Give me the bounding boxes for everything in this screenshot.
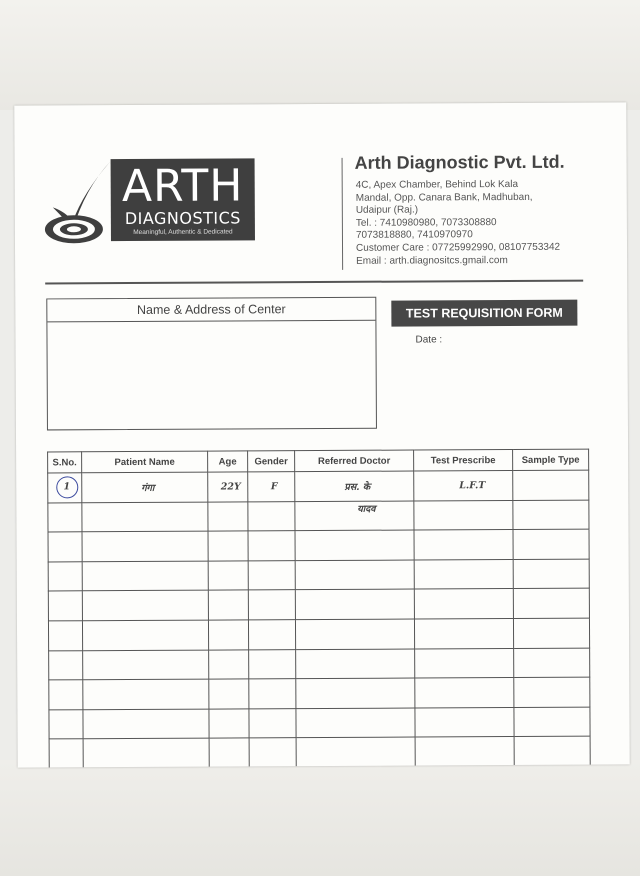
column-header: Gender bbox=[248, 451, 295, 472]
logo-wordmark: ARTH bbox=[121, 160, 244, 213]
table-cell bbox=[249, 738, 296, 768]
doctor-name-line1: प्रस. के bbox=[344, 481, 371, 493]
logo-tagline: Meaningful, Authentic & Dedicated bbox=[133, 228, 233, 236]
date-label: Date : bbox=[415, 334, 443, 346]
sample-type-cell bbox=[513, 470, 589, 500]
table-cell bbox=[296, 678, 415, 708]
customer-care-line: Customer Care : 07725992990, 08107753342 bbox=[355, 241, 561, 254]
center-address-box bbox=[46, 297, 377, 431]
table-cell bbox=[295, 589, 414, 619]
table-cell bbox=[295, 530, 414, 560]
column-header: Sample Type bbox=[513, 449, 589, 470]
center-box-title: Name & Address of Center bbox=[47, 298, 375, 323]
table-cell bbox=[83, 650, 209, 680]
table-cell bbox=[296, 737, 415, 767]
table-cell bbox=[414, 589, 513, 619]
table-row bbox=[49, 677, 590, 709]
table-cell bbox=[49, 650, 83, 680]
table-cell bbox=[414, 559, 513, 589]
column-header: S.No. bbox=[48, 452, 82, 473]
table-cell bbox=[513, 529, 589, 559]
table-cell bbox=[414, 500, 513, 530]
table-cell bbox=[248, 620, 295, 650]
table-cell bbox=[49, 710, 83, 740]
column-header: Referred Doctor bbox=[295, 450, 414, 472]
requisition-form-sheet bbox=[14, 102, 629, 767]
company-address bbox=[356, 179, 606, 268]
phone-line: 7073818880, 7410970970 bbox=[355, 229, 473, 242]
table-cell bbox=[415, 707, 514, 737]
address-line: 4C, Apex Chamber, Behind Lok Kala bbox=[355, 178, 519, 191]
table-cell bbox=[296, 649, 415, 679]
table-cell bbox=[48, 591, 82, 621]
table-cell bbox=[208, 501, 248, 531]
table-cell bbox=[514, 648, 590, 678]
header-rule bbox=[45, 280, 583, 285]
table-cell bbox=[415, 737, 514, 767]
table-cell bbox=[49, 739, 83, 767]
table-cell bbox=[48, 502, 82, 532]
table-cell bbox=[208, 590, 248, 620]
test-prescribe-cell: L.F.T bbox=[414, 471, 513, 501]
phone-line: Tel. : 7410980980, 7073308880 bbox=[355, 216, 497, 229]
table-row bbox=[48, 500, 589, 532]
column-header: Test Prescribe bbox=[414, 450, 513, 472]
table-cell bbox=[209, 738, 249, 767]
table-cell bbox=[415, 678, 514, 708]
table-cell bbox=[209, 679, 249, 709]
column-header: Age bbox=[208, 451, 248, 472]
address-line: Mandal, Opp. Canara Bank, Madhuban, bbox=[355, 191, 533, 204]
table-row bbox=[49, 707, 590, 739]
table-row bbox=[48, 529, 589, 561]
table-cell bbox=[82, 502, 208, 532]
table-cell bbox=[82, 590, 208, 620]
table-cell bbox=[295, 560, 414, 590]
handwritten-sno: 1 bbox=[56, 477, 78, 499]
table-cell bbox=[514, 707, 590, 737]
table-cell bbox=[208, 561, 248, 591]
background-surface-bottom bbox=[0, 760, 640, 876]
table-cell bbox=[208, 531, 248, 561]
table-cell bbox=[249, 708, 296, 738]
table-cell bbox=[48, 562, 82, 592]
table-header-row bbox=[48, 449, 589, 473]
referred-doctor-cell bbox=[295, 471, 414, 501]
patient-table bbox=[47, 449, 591, 768]
table-cell bbox=[249, 649, 296, 679]
table-cell bbox=[513, 559, 589, 589]
table-row bbox=[48, 618, 589, 650]
table-cell bbox=[209, 709, 249, 739]
table-cell bbox=[48, 532, 82, 562]
header-divider bbox=[342, 158, 344, 270]
table-cell bbox=[82, 620, 208, 650]
table-cell bbox=[296, 708, 415, 738]
company-name: Arth Diagnostic Pvt. Ltd. bbox=[354, 151, 565, 173]
doctor-name-line2: यादव bbox=[295, 501, 414, 531]
table-cell bbox=[414, 530, 513, 560]
table-cell bbox=[295, 619, 414, 649]
table-cell bbox=[49, 680, 83, 710]
table-cell bbox=[514, 677, 590, 707]
logo-subtitle: DIAGNOSTICS bbox=[124, 208, 241, 229]
table-cell bbox=[248, 560, 295, 590]
form-title: TEST REQUISITION FORM bbox=[391, 300, 577, 327]
table-cell bbox=[248, 501, 295, 531]
gender-cell: F bbox=[248, 472, 295, 502]
table-cell bbox=[82, 561, 208, 591]
table-row bbox=[49, 648, 590, 680]
table-cell bbox=[414, 618, 513, 648]
table-cell bbox=[415, 648, 514, 678]
target-check-logo-icon bbox=[43, 159, 115, 249]
table-cell bbox=[513, 618, 589, 648]
sno-cell bbox=[48, 473, 82, 503]
table-row bbox=[48, 559, 589, 591]
email-line: Email : arth.diagnositcs.gmail.com bbox=[356, 254, 508, 267]
table-row bbox=[48, 588, 589, 620]
table-cell bbox=[513, 588, 589, 618]
brand-logo bbox=[111, 158, 255, 241]
table-cell bbox=[513, 500, 589, 530]
table-cell bbox=[83, 738, 209, 767]
table-cell bbox=[209, 649, 249, 679]
column-header: Patient Name bbox=[82, 451, 208, 473]
age-cell: 22Y bbox=[208, 472, 248, 502]
table-cell bbox=[514, 736, 590, 766]
background-surface-top bbox=[0, 0, 640, 110]
table-cell bbox=[83, 679, 209, 709]
table-cell bbox=[248, 531, 295, 561]
table-cell bbox=[249, 679, 296, 709]
patient-name-cell: गंगा bbox=[82, 472, 208, 502]
table-cell bbox=[208, 620, 248, 650]
table-cell bbox=[82, 531, 208, 561]
table-cell bbox=[83, 709, 209, 739]
table-row bbox=[49, 736, 590, 767]
table-row bbox=[48, 470, 589, 502]
table-cell bbox=[248, 590, 295, 620]
table-cell bbox=[48, 621, 82, 651]
address-line: Udaipur (Raj.) bbox=[355, 204, 419, 217]
